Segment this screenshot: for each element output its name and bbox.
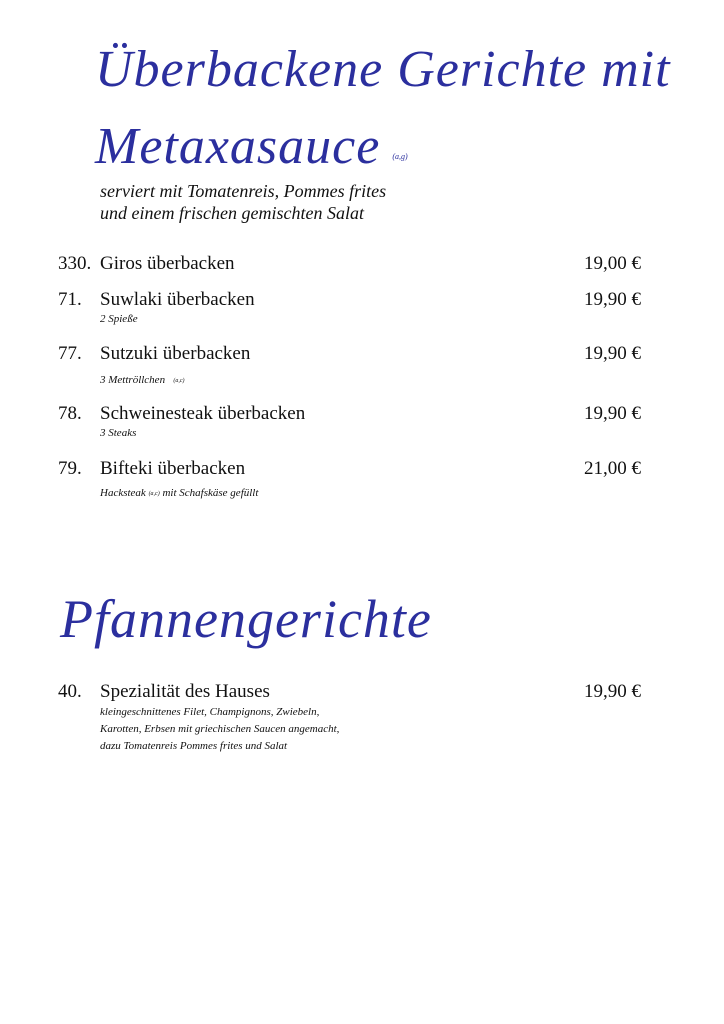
item-description-text: Hacksteak [100, 487, 146, 499]
item-allergen-note: (a,c) [173, 378, 185, 384]
item-description-text: mit Schafskäse gefüllt [162, 487, 259, 499]
section-title-line2-text: Metaxasauce [95, 118, 381, 175]
item-name: Bifteki überbacken [100, 458, 246, 479]
item-price: 19,90 € [584, 289, 641, 310]
item-description-text: 3 Mettröllchen [100, 374, 166, 386]
item-name: Schweinesteak überbacken [100, 403, 306, 424]
item-name: Giros überbacken [100, 253, 235, 274]
item-price: 19,90 € [584, 343, 641, 364]
item-description-line: kleingeschnittenes Filet, Champignons, Zwiebeln, [100, 706, 320, 718]
item-name: Sutzuki überbacken [100, 343, 251, 364]
title-allergen-note: (a,g) [392, 152, 408, 161]
section-subtitle-line2: und einem frischen gemischten Salat [100, 203, 364, 223]
item-description-line: Karotten, Erbsen mit griechischen Saucen angemacht, [100, 723, 340, 735]
item-description [100, 374, 185, 386]
item-price: 19,90 € [584, 681, 641, 702]
item-number: 78. [58, 403, 82, 424]
item-description [100, 487, 258, 499]
item-name: Suwlaki überbacken [100, 289, 255, 310]
item-description-line: dazu Tomatenreis Pommes frites und Salat [100, 740, 288, 752]
section-title-line2 [95, 117, 408, 176]
item-allergen-note: (a,c) [148, 491, 160, 497]
item-description [100, 704, 339, 755]
item-number: 71. [58, 289, 82, 310]
item-price: 19,90 € [584, 403, 641, 424]
item-description: 3 Steaks [100, 427, 137, 439]
item-number: 330. [58, 253, 92, 274]
item-name: Spezialität des Hauses [100, 681, 270, 702]
section-subtitle-line1: serviert mit Tomatenreis, Pommes frites [100, 181, 387, 201]
section-title: Pfannengerichte [60, 589, 432, 649]
item-number: 77. [58, 343, 82, 364]
item-number: 79. [58, 458, 82, 479]
item-price: 19,00 € [584, 253, 641, 274]
item-number: 40. [58, 681, 82, 702]
section-title-line1: Überbackene Gerichte mit [95, 41, 671, 98]
item-price: 21,00 € [584, 458, 641, 479]
item-description: 2 Spieße [100, 313, 138, 325]
